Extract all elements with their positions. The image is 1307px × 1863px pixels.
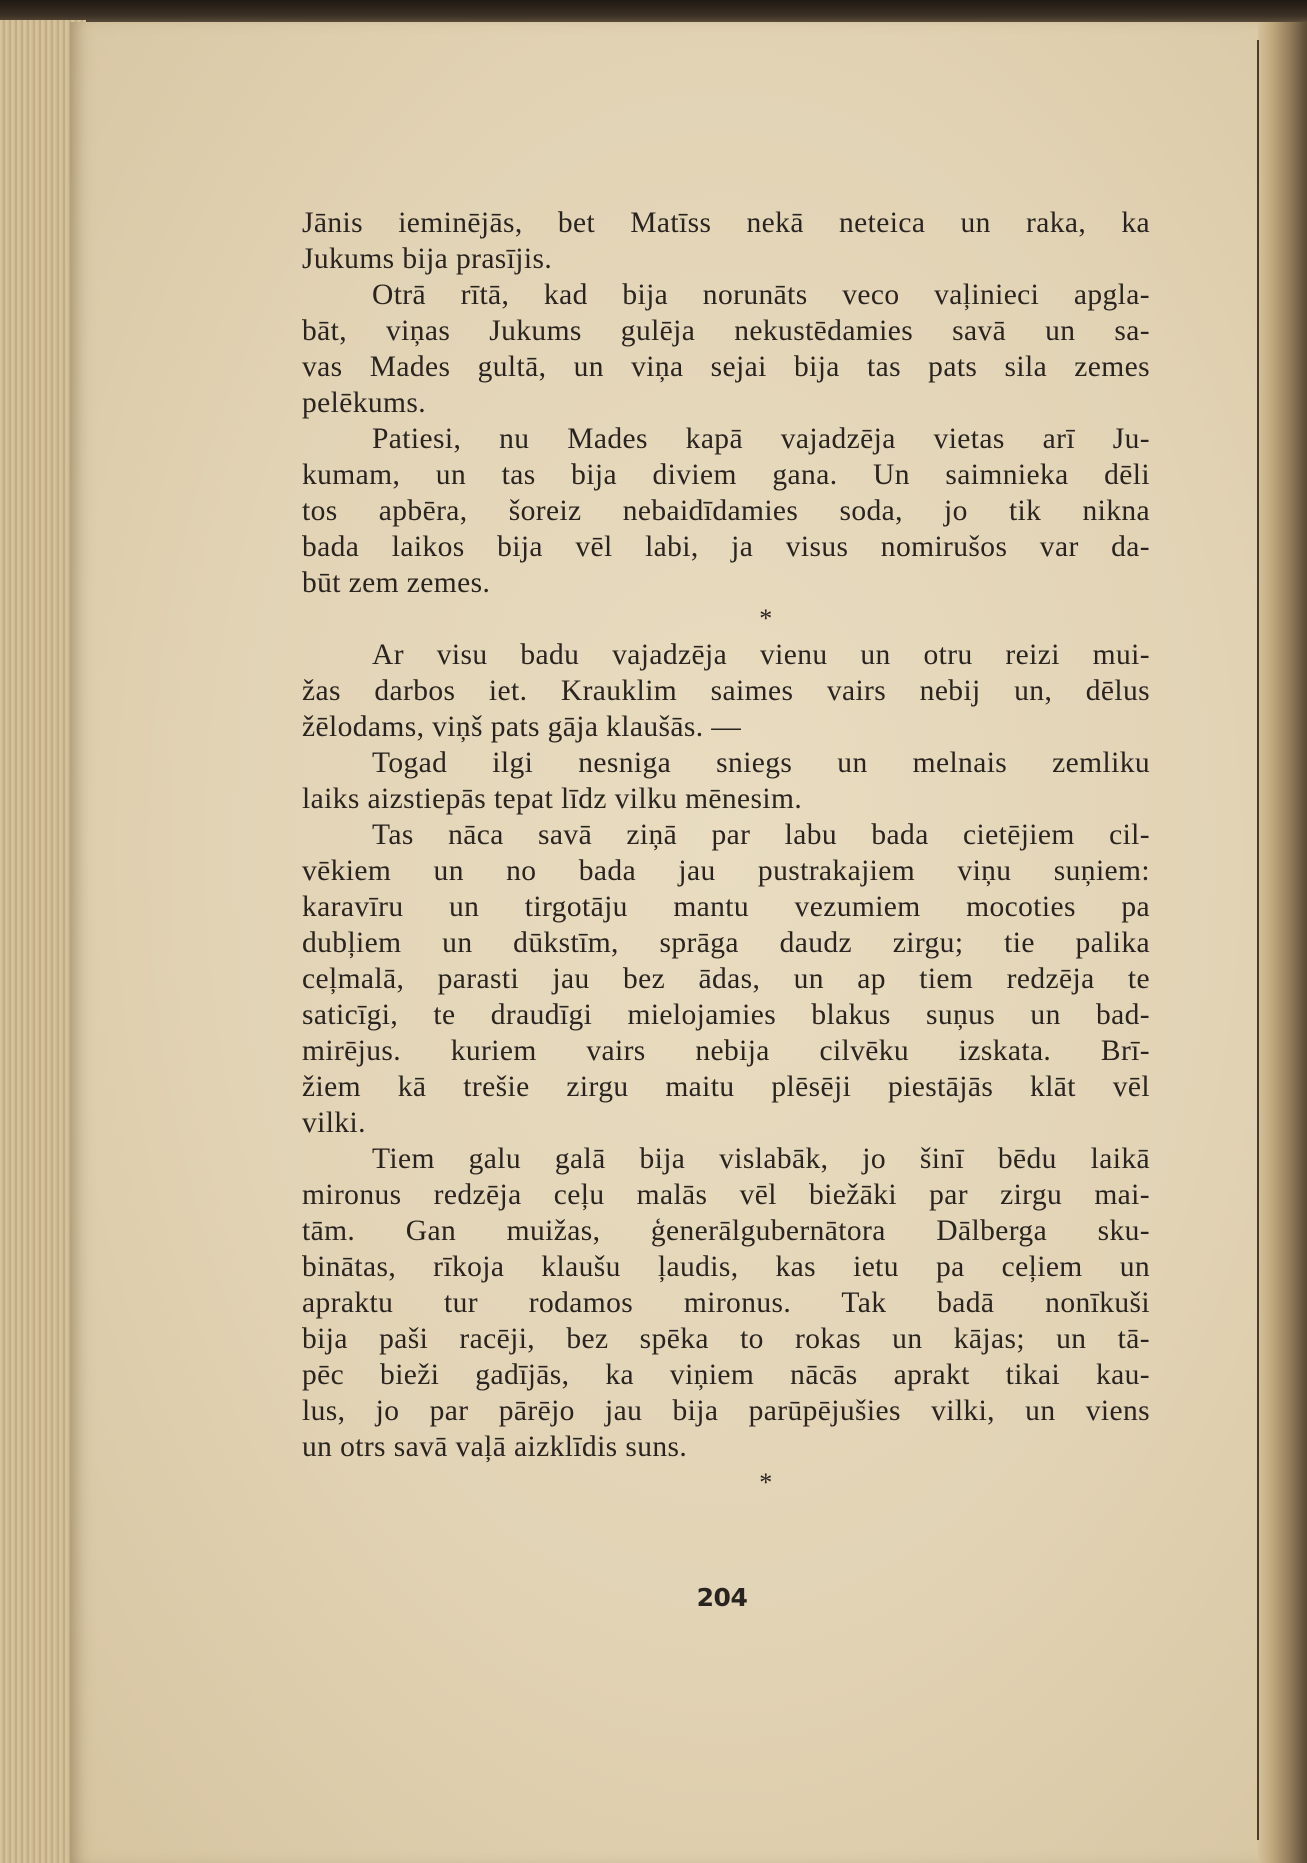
section-separator: * <box>759 604 773 633</box>
paragraph <box>302 421 1150 601</box>
text-line: mironus redzēja ceļu malās vēl biežāki par zirgu mai- <box>302 1179 1150 1211</box>
text-line: lus, jo par pārējo jau bija parūpējušies vilki, un viens <box>302 1395 1150 1427</box>
page-text <box>302 205 1150 1501</box>
text-line: Tiem galu galā bija vislabāk, jo šinī bēdu laikā <box>372 1143 1150 1175</box>
text-line: vēkiem un no bada jau pustrakajiem viņu suņiem: <box>302 855 1150 887</box>
paragraph <box>302 817 1150 1141</box>
text-line: būt zem zemes. <box>302 567 491 599</box>
text-line: Otrā rītā, kad bija norunāts veco vaļinieci apgla- <box>372 279 1150 311</box>
paragraph <box>302 205 1150 277</box>
text-line: dubļiem un dūkstīm, sprāga daudz zirgu; tie palika <box>302 927 1150 959</box>
text-line: bija paši racēji, bez spēka to rokas un kājas; un tā- <box>302 1323 1150 1355</box>
text-line: ceļmalā, parasti jau bez ādas, un ap tiem redzēja te <box>302 963 1150 995</box>
text-line: tos apbēra, šoreiz nebaidīdamies soda, jo tik nikna <box>302 495 1150 527</box>
paragraph <box>302 1141 1150 1465</box>
paragraph <box>302 745 1150 817</box>
section-separator: * <box>759 1468 773 1497</box>
text-line: Togad ilgi nesniga sniegs un melnais zemliku <box>372 747 1150 779</box>
text-line: tām. Gan muižas, ģenerālgubernātora Dālberga sku- <box>302 1215 1150 1247</box>
page-border-line <box>1257 40 1259 1840</box>
text-line: laiks aizstiepās tepat līdz vilku mēnesim. <box>302 783 803 815</box>
text-line: Jānis ieminējās, bet Matīss nekā neteica un raka, ka <box>302 207 1150 239</box>
text-line: karavīru un tirgotāju mantu vezumiem mocoties pa <box>302 891 1150 923</box>
text-line: mirējus. kuriem vairs nebija cilvēku izskata. Brī- <box>302 1035 1150 1067</box>
text-line: Jukums bija prasījis. <box>302 243 553 275</box>
text-line: kumam, un tas bija diviem gana. Un saimnieka dēli <box>302 459 1150 491</box>
text-line: vilki. <box>302 1107 366 1139</box>
text-line: Patiesi, nu Mades kapā vajadzēja vietas arī Ju- <box>372 423 1150 455</box>
text-line: binātas, rīkoja klaušu ļaudis, kas ietu pa ceļiem un <box>302 1251 1150 1283</box>
text-line: žas darbos iet. Krauklim saimes vairs nebij un, dēlus <box>302 675 1150 707</box>
text-line: žiem kā trešie zirgu maitu plēsēji piestājās klāt vēl <box>302 1071 1150 1103</box>
paragraph <box>302 637 1150 745</box>
page-number: 204 <box>696 1583 748 1612</box>
text-line: Ar visu badu vajadzēja vienu un otru reizi mui- <box>372 639 1150 671</box>
text-line: saticīgi, te draudīgi mielojamies blakus suņus un bad- <box>302 999 1150 1031</box>
text-line: bāt, viņas Jukums gulēja nekustēdamies savā un sa- <box>302 315 1150 347</box>
text-line: Tas nāca savā ziņā par labu bada cietējiem cil- <box>372 819 1150 851</box>
book-right-edge <box>1258 22 1307 1863</box>
text-line: pelēkums. <box>302 387 427 419</box>
text-line: apraktu tur rodamos mironus. Tak badā nonīkuši <box>302 1287 1150 1319</box>
text-line: bada laikos bija vēl labi, ja visus nomirušos var da- <box>302 531 1150 563</box>
text-line: vas Mades gultā, un viņa sejai bija tas pats sila zemes <box>302 351 1150 383</box>
text-line: žēlodams, viņš pats gāja klaušās. — <box>302 711 742 743</box>
text-line: un otrs savā vaļā aizklīdis suns. <box>302 1431 688 1463</box>
text-line: pēc bieži gadījās, ka viņiem nācās aprakt tikai kau- <box>302 1359 1150 1391</box>
paragraph <box>302 277 1150 421</box>
